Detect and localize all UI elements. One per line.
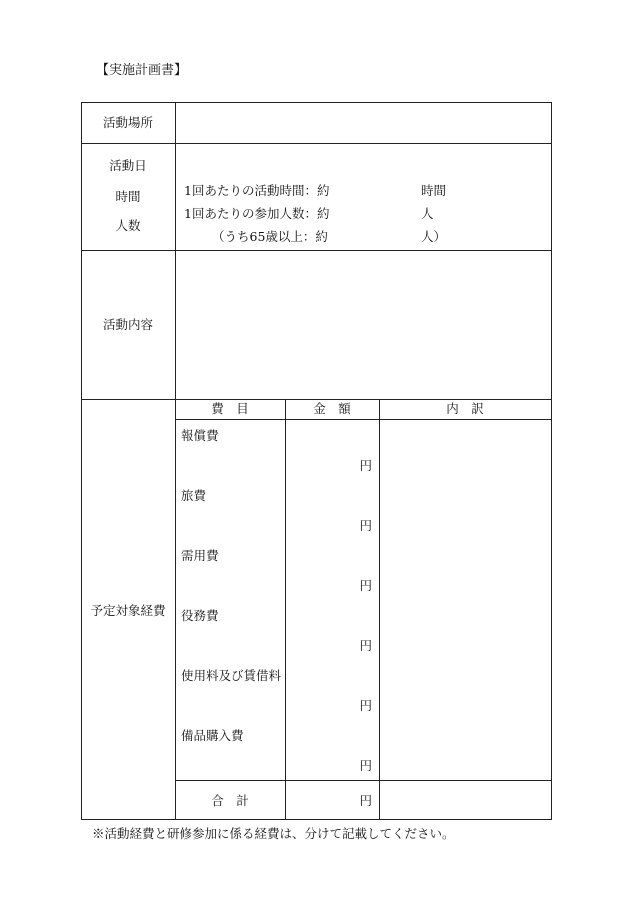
expense-item-name: 備品購入費 [181, 728, 244, 743]
expense-col-divider-1 [285, 399, 286, 819]
content-label: 活動内容 [102, 317, 154, 332]
total-label: 合 計 [211, 793, 249, 808]
expense-item-unit: 円 [359, 698, 372, 713]
time-label: 時間 [115, 189, 141, 204]
label-column-divider [175, 103, 176, 819]
expense-item-unit: 円 [359, 638, 372, 653]
row-divider-content [82, 399, 551, 400]
expense-header-breakdown: 内 訳 [446, 401, 484, 416]
expense-total-divider [175, 780, 551, 781]
time-per-session-text: 1回あたりの活動時間：約 [184, 183, 330, 198]
over65-text: （うち65歳以上：約 [212, 229, 328, 244]
participants-unit: 人 [421, 206, 434, 221]
expense-col-divider-2 [379, 399, 380, 819]
activity-date-label: 活動日 [109, 158, 147, 173]
expense-item-name: 報償費 [181, 428, 219, 443]
expense-header-divider [175, 419, 551, 420]
expense-item-name: 使用料及び賃借料 [181, 668, 282, 683]
over65-unit: 人） [421, 229, 447, 244]
plan-form-table [81, 102, 552, 820]
expense-header-amount: 金 額 [313, 401, 351, 416]
row-divider-date [82, 250, 551, 251]
expense-item-name: 役務費 [181, 608, 219, 623]
document-title: 【実施計画書】 [96, 63, 188, 78]
people-label: 人数 [115, 218, 141, 233]
expense-item-unit: 円 [359, 758, 372, 773]
time-unit: 時間 [421, 183, 447, 198]
participants-per-session-text: 1回あたりの参加人数：約 [184, 206, 330, 221]
total-unit: 円 [359, 793, 372, 808]
row-divider-location [82, 143, 551, 144]
expense-item-unit: 円 [359, 518, 372, 533]
footnote: ※活動経費と研修参加に係る経費は、分けて記載してください。 [92, 826, 455, 841]
expense-item-name: 旅費 [181, 488, 207, 503]
expense-label: 予定対象経費 [90, 603, 166, 618]
expense-item-unit: 円 [359, 458, 372, 473]
expense-item-name: 需用費 [181, 548, 219, 563]
location-label: 活動場所 [102, 115, 154, 130]
expense-item-unit: 円 [359, 578, 372, 593]
expense-header-item: 費 目 [211, 401, 249, 416]
